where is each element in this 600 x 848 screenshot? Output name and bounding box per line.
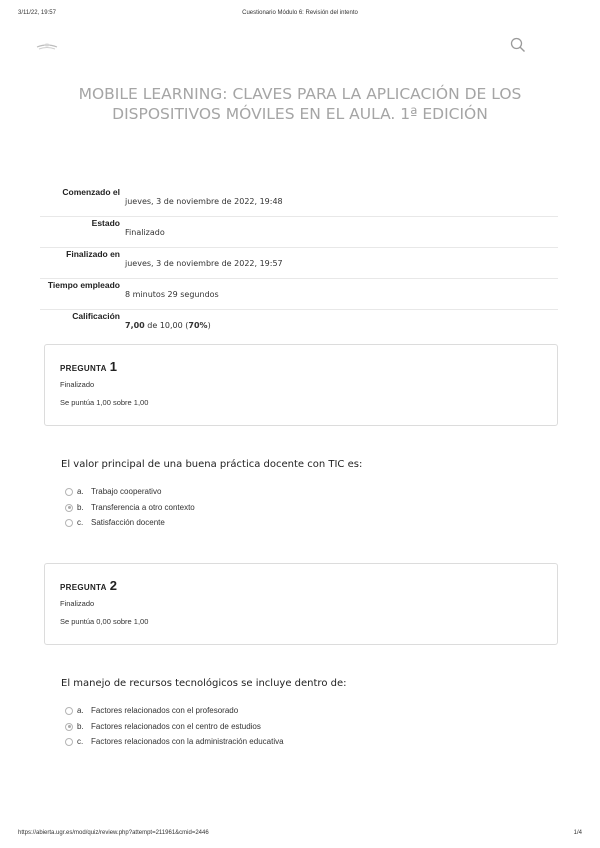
answer-text: Satisfacción docente xyxy=(91,518,165,527)
answer-letter: c. xyxy=(77,518,84,527)
question-heading xyxy=(60,578,117,593)
summary-value: jueves, 3 de noviembre de 2022, 19:48 xyxy=(125,197,283,206)
summary-value: jueves, 3 de noviembre de 2022, 19:57 xyxy=(125,259,283,268)
print-title: Cuestionario Módulo 6: Revisión del intento xyxy=(242,10,358,16)
answer-text: Transferencia a otro contexto xyxy=(91,502,195,512)
summary-row-state xyxy=(40,217,558,248)
answer-text: Factores relacionados con el profesorado xyxy=(91,706,239,715)
question-info-box xyxy=(44,344,558,426)
answer-letter: a. xyxy=(77,706,84,715)
question-text: El valor principal de una buena práctica docente con TIC es: xyxy=(61,459,363,470)
summary-row-time xyxy=(40,279,558,310)
print-url: https://abierta.ugr.es/mod/quiz/review.php?attempt=211961&cmid=2446 xyxy=(18,830,209,836)
search-icon[interactable] xyxy=(510,37,526,53)
answer-text: Factores relacionados con la administración educativa xyxy=(91,737,284,746)
question-heading xyxy=(60,359,117,374)
question-label: PREGUNTA xyxy=(60,583,107,592)
print-header xyxy=(0,10,600,22)
grade-close: ) xyxy=(207,321,211,330)
attempt-summary-table xyxy=(40,186,558,340)
radio-button-checked[interactable] xyxy=(65,504,73,512)
answer-letter: b. xyxy=(77,502,84,512)
radio-button[interactable] xyxy=(65,738,73,746)
question-grade: Se puntúa 0,00 sobre 1,00 xyxy=(60,617,149,626)
question-info-box xyxy=(44,563,558,645)
grade-total: de 10,00 ( xyxy=(144,321,189,330)
print-footer xyxy=(0,830,600,842)
summary-value: Finalizado xyxy=(125,228,165,237)
summary-row-grade xyxy=(40,310,558,340)
radio-button[interactable] xyxy=(65,707,73,715)
question-grade: Se puntúa 1,00 sobre 1,00 xyxy=(60,398,149,407)
question-state: Finalizado xyxy=(60,380,95,389)
answer-letter: a. xyxy=(77,487,84,496)
grade-percent: 70% xyxy=(188,321,208,330)
question-label: PREGUNTA xyxy=(60,364,107,373)
print-page-number: 1/4 xyxy=(573,830,582,836)
course-title: MOBILE LEARNING: CLAVES PARA LA APLICACIÓN DE LOS DISPOSITIVOS MÓVILES EN EL AULA. 1ª EDICIÓN xyxy=(78,85,522,123)
summary-label: Comenzado el xyxy=(62,187,120,197)
summary-row-started xyxy=(40,186,558,217)
grade-score: 7,00 xyxy=(125,321,145,330)
answer-letter: c. xyxy=(77,737,84,746)
question-number: 1 xyxy=(109,359,118,374)
radio-button[interactable] xyxy=(65,488,73,496)
answer-text: Factores relacionados con el centro de estudios xyxy=(91,721,261,731)
summary-label: Estado xyxy=(91,218,120,228)
summary-row-finished xyxy=(40,248,558,279)
summary-label: Calificación xyxy=(72,311,120,321)
summary-label: Finalizado en xyxy=(66,249,120,259)
radio-button[interactable] xyxy=(65,519,73,527)
radio-button-checked[interactable] xyxy=(65,723,73,731)
answer-letter: b. xyxy=(77,721,84,731)
question-state: Finalizado xyxy=(60,599,95,608)
question-text: El manejo de recursos tecnológicos se incluye dentro de: xyxy=(61,678,347,689)
summary-label: Tiempo empleado xyxy=(47,280,120,290)
print-date: 3/11/22, 19:57 xyxy=(18,10,56,16)
answer-text: Trabajo cooperativo xyxy=(91,487,162,496)
question-number: 2 xyxy=(109,578,118,593)
grade-value xyxy=(125,321,211,330)
summary-value: 8 minutos 29 segundos xyxy=(125,290,219,299)
logo-icon[interactable] xyxy=(36,40,58,52)
